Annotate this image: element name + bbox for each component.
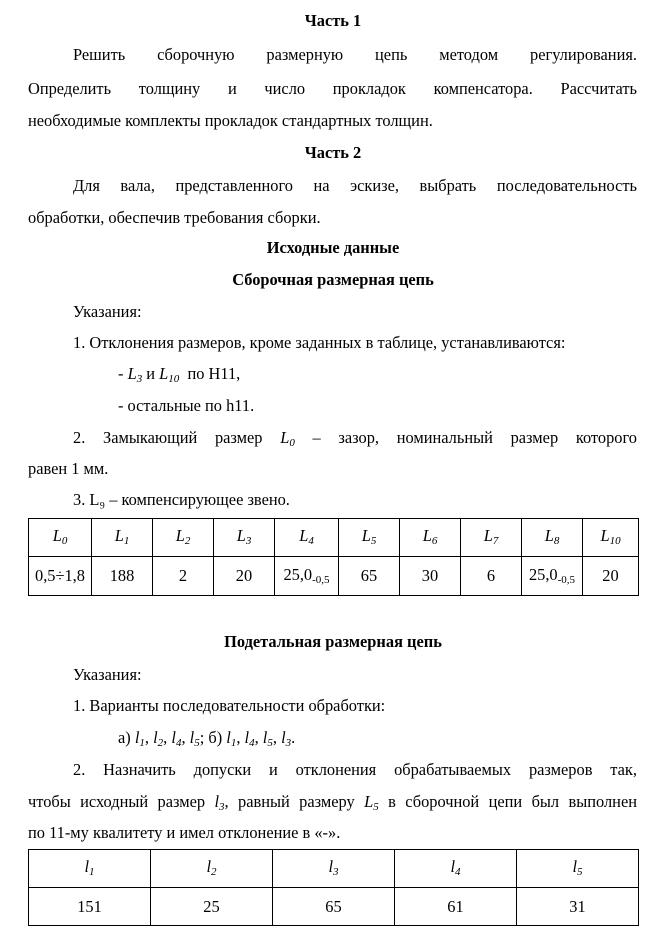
assembly-item1b: - остальные по h11. bbox=[118, 396, 255, 415]
dimension-index: 8 bbox=[553, 535, 560, 548]
dimension-value: 25,0 bbox=[283, 564, 313, 584]
assembly-header-cell bbox=[92, 519, 153, 557]
assembly-value-cell bbox=[461, 557, 522, 596]
dimension-symbol: l bbox=[328, 857, 334, 877]
assembly-header-cell bbox=[214, 519, 275, 557]
dimension-value: 20 bbox=[235, 566, 253, 586]
assembly-item1a: - $L_3$ и $L_{10}$ по H11, bbox=[118, 364, 241, 385]
sequence-separator: , bbox=[163, 728, 172, 747]
detail-value-cell: 61 bbox=[395, 888, 517, 926]
assembly-dimensions-table bbox=[28, 518, 639, 596]
dimension-index: 4 bbox=[249, 737, 255, 749]
assembly-value-cell bbox=[522, 557, 583, 596]
sequence-separator: , bbox=[181, 728, 190, 747]
dimension-index: 3 bbox=[285, 737, 292, 749]
dimension-index: 5 bbox=[194, 737, 200, 749]
dimension-index: 2 bbox=[157, 737, 164, 749]
dimension-symbol: L bbox=[483, 526, 493, 546]
dimension-index: 2 bbox=[184, 535, 191, 548]
sequence-dimension bbox=[281, 728, 291, 747]
dimension-index: 4 bbox=[455, 866, 461, 879]
dimension-symbol: L bbox=[544, 526, 554, 546]
detail-item1: 1. Варианты последовательности обработки: bbox=[73, 696, 386, 715]
assembly-value-cell bbox=[92, 557, 153, 596]
dimension-symbol: l bbox=[153, 728, 158, 747]
detail-value-cell: 31 bbox=[517, 888, 639, 926]
dimension-index: 4 bbox=[308, 535, 314, 548]
dimension-value: 65 bbox=[360, 566, 378, 586]
sequence-dimension bbox=[171, 728, 181, 747]
dimension-symbol: l bbox=[206, 857, 212, 877]
sequence-separator: , bbox=[254, 728, 263, 747]
assembly-value-cell bbox=[583, 557, 639, 596]
sequence-dimension bbox=[245, 728, 255, 747]
detail-table-value-row bbox=[29, 888, 639, 926]
detail-chain-title: Подетальная размерная цепь bbox=[224, 632, 442, 651]
dimension-symbol: L bbox=[600, 526, 610, 546]
dimension-value: 0,5÷1,8 bbox=[35, 566, 85, 586]
assembly-header-cell bbox=[29, 519, 92, 557]
sequence-separator: , bbox=[272, 728, 282, 747]
part1-title: Часть 1 bbox=[304, 11, 362, 30]
source-title: Исходные данные bbox=[266, 238, 400, 257]
detail-table-header-row bbox=[29, 850, 639, 888]
assembly-value-cell bbox=[275, 557, 339, 596]
assembly-header-cell bbox=[461, 519, 522, 557]
sequence-separator: ; bbox=[199, 728, 209, 747]
assembly-header-cell bbox=[400, 519, 461, 557]
variant-a-sequence bbox=[135, 728, 209, 747]
dimension-index: 1 bbox=[89, 866, 95, 879]
dimension-index: 5 bbox=[370, 535, 377, 548]
part2-line2: обработки, обеспечив требования сборки. bbox=[28, 208, 321, 227]
dimension-symbol: L bbox=[52, 526, 62, 546]
dimension-symbol: l bbox=[281, 728, 286, 747]
detail-item2-line3: по 11-му квалитету и имел отклонение в «-». bbox=[28, 823, 341, 842]
dimension-index: 2 bbox=[211, 866, 217, 879]
sequence-dimension bbox=[153, 728, 163, 747]
detail-header-cell bbox=[395, 850, 517, 888]
dimension-symbol: l bbox=[134, 728, 140, 747]
dimension-index: 1 bbox=[230, 737, 237, 749]
dimension-symbol: l bbox=[226, 728, 231, 747]
sequence-dimension bbox=[226, 728, 236, 747]
dimension-index: 5 bbox=[577, 866, 583, 879]
assembly-table-header-row bbox=[29, 519, 639, 557]
sequence-dimension bbox=[135, 728, 145, 747]
part2-line1: Для вала, представленного на эскизе, выбрать последовательность bbox=[73, 176, 637, 195]
part1-line2: Определить толщину и число прокладок компенсатора. Рассчитать bbox=[28, 79, 637, 98]
detail-item1-variants: а) $l_1$, $l_2$, $l_4$, $l_5$; б) $l_1$, $l_4$, $l_5$, $l_3$. bbox=[118, 728, 296, 749]
sequence-dimension bbox=[263, 728, 273, 747]
detail-header-cell bbox=[517, 850, 639, 888]
dimension-index: 3 bbox=[245, 535, 252, 548]
sequence-dimension bbox=[190, 728, 200, 747]
dimension-symbol: L bbox=[114, 526, 124, 546]
assembly-header-cell bbox=[153, 519, 214, 557]
detail-instructions-label: Указания: bbox=[73, 665, 142, 684]
dimension-symbol: l bbox=[171, 728, 176, 747]
assembly-value-cell bbox=[29, 557, 92, 596]
detail-value-cell: 25 bbox=[151, 888, 273, 926]
dimension-symbol: l bbox=[84, 857, 90, 877]
sequence-separator: . bbox=[291, 728, 296, 747]
dimension-symbol: L bbox=[175, 526, 185, 546]
variant-b-sequence bbox=[226, 728, 295, 747]
assembly-item2-line2: равен 1 мм. bbox=[28, 459, 109, 478]
detail-item2-line1: 2. Назначить допуски и отклонения обрабатываемых размеров так, bbox=[73, 760, 637, 779]
dimension-index: 1 bbox=[123, 535, 130, 548]
detail-header-cell bbox=[29, 850, 151, 888]
dimension-index: 1 bbox=[139, 737, 145, 749]
dimension-symbol: L bbox=[299, 526, 309, 546]
dimension-value: 25,0 bbox=[528, 564, 558, 584]
dimension-index: 10 bbox=[609, 535, 621, 548]
dimension-symbol: L bbox=[422, 526, 432, 546]
assembly-header-cell bbox=[275, 519, 339, 557]
part1-line1: Решить сборочную размерную цепь методом регулирования. bbox=[73, 45, 637, 64]
detail-value-cell: 65 bbox=[273, 888, 395, 926]
assembly-item3: 3. L₉ – компенсирующее звено. bbox=[73, 490, 290, 509]
assembly-value-cell bbox=[400, 557, 461, 596]
assembly-value-cell bbox=[214, 557, 275, 596]
detail-header-cell bbox=[273, 850, 395, 888]
sequence-separator: , bbox=[236, 728, 245, 747]
dimension-index: 0 bbox=[61, 535, 68, 548]
dimension-index: 6 bbox=[431, 535, 438, 548]
detail-dimensions-table bbox=[28, 849, 639, 926]
assembly-item2-line1: 2. Замыкающий размер $L_0$ – зазор, номинальный размер которого bbox=[73, 428, 637, 449]
dimension-value: 2 bbox=[178, 566, 188, 586]
dimension-deviation: -0,5 bbox=[557, 573, 576, 586]
dimension-value: 188 bbox=[109, 566, 135, 586]
dimension-value: 30 bbox=[421, 566, 439, 586]
dimension-index: 7 bbox=[492, 535, 499, 548]
detail-header-cell bbox=[151, 850, 273, 888]
assembly-header-cell bbox=[522, 519, 583, 557]
dimension-symbol: L bbox=[361, 526, 371, 546]
assembly-header-cell bbox=[339, 519, 400, 557]
sequence-separator: , bbox=[144, 728, 154, 747]
assembly-value-cell bbox=[339, 557, 400, 596]
dimension-symbol: L bbox=[236, 526, 246, 546]
assembly-header-cell bbox=[583, 519, 639, 557]
dimension-symbol: l bbox=[450, 857, 456, 877]
dimension-index: 4 bbox=[175, 737, 182, 749]
assembly-value-cell bbox=[153, 557, 214, 596]
dimension-symbol: l bbox=[189, 728, 195, 747]
detail-value-cell: 151 bbox=[29, 888, 151, 926]
part2-title: Часть 2 bbox=[304, 143, 362, 162]
assembly-instructions-label: Указания: bbox=[73, 302, 142, 321]
dimension-index: 5 bbox=[267, 737, 273, 749]
dimension-symbol: l bbox=[244, 728, 250, 747]
assembly-table-value-row bbox=[29, 557, 639, 596]
detail-item2-line2: чтобы исходный размер $l_3$, равный размеру $L_5$ в сборочной цепи был выполнен bbox=[28, 792, 637, 813]
dimension-deviation: -0,5 bbox=[312, 573, 330, 586]
part1-line3: необходимые комплекты прокладок стандартных толщин. bbox=[28, 111, 433, 130]
dimension-value: 20 bbox=[602, 566, 619, 586]
assembly-item1: 1. Отклонения размеров, кроме заданных в таблице, устанавливаются: bbox=[73, 333, 566, 352]
dimension-symbol: l bbox=[262, 728, 268, 747]
dimension-symbol: l bbox=[572, 857, 578, 877]
dimension-index: 3 bbox=[333, 866, 339, 879]
assembly-chain-title: Сборочная размерная цепь bbox=[232, 270, 434, 289]
dimension-value: 6 bbox=[486, 566, 496, 586]
